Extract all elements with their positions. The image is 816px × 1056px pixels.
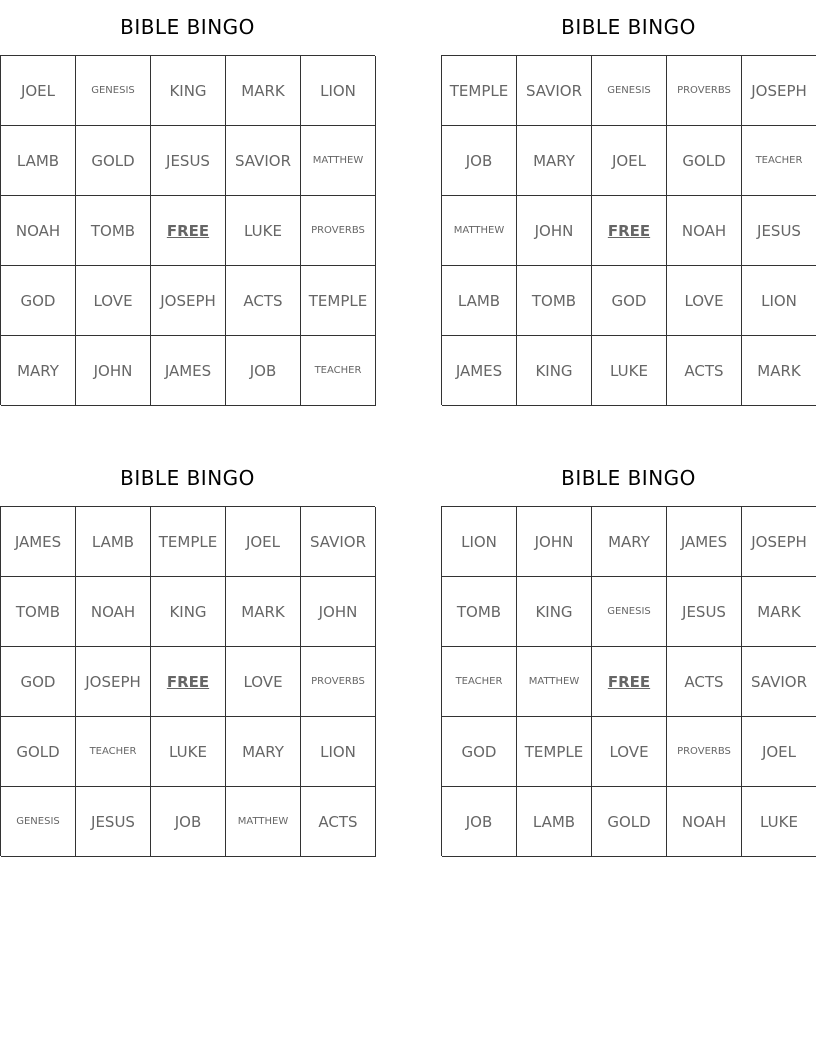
bingo-cell: KING	[151, 56, 226, 126]
bingo-cell: LAMB	[442, 266, 517, 336]
free-space-cell: FREE	[151, 647, 226, 717]
bingo-cell: ACTS	[301, 787, 376, 857]
bingo-cell: TOMB	[1, 577, 76, 647]
card-title: BIBLE BINGO	[120, 466, 255, 490]
bingo-cell: LUKE	[226, 196, 301, 266]
bingo-cell: LAMB	[517, 787, 592, 857]
bingo-cell: MARY	[226, 717, 301, 787]
bingo-cell: JAMES	[151, 336, 226, 406]
bingo-cell: JAMES	[667, 507, 742, 577]
bingo-cell: MARY	[517, 126, 592, 196]
bingo-cell: PROVERBS	[301, 196, 376, 266]
bingo-cell: PROVERBS	[301, 647, 376, 717]
bingo-cell: LOVE	[667, 266, 742, 336]
bingo-cell: MARY	[1, 336, 76, 406]
bingo-cell: MARY	[592, 507, 667, 577]
bingo-cell: GOLD	[667, 126, 742, 196]
bingo-cell: LION	[742, 266, 816, 336]
bingo-cell: LOVE	[76, 266, 151, 336]
bingo-cell: JESUS	[151, 126, 226, 196]
bingo-grid	[441, 55, 816, 405]
bingo-cell: TOMB	[76, 196, 151, 266]
bingo-cell: JOHN	[301, 577, 376, 647]
bingo-cell: TEACHER	[76, 717, 151, 787]
bingo-cell: GENESIS	[1, 787, 76, 857]
bingo-cell: JOEL	[226, 507, 301, 577]
bingo-cell: JESUS	[742, 196, 816, 266]
bingo-cell: JOSEPH	[76, 647, 151, 717]
bingo-cell: SAVIOR	[301, 507, 376, 577]
bingo-cell: TEMPLE	[151, 507, 226, 577]
bingo-cell: NOAH	[667, 196, 742, 266]
bingo-cell: JESUS	[76, 787, 151, 857]
bingo-cell: LUKE	[592, 336, 667, 406]
bingo-cell: JOB	[442, 126, 517, 196]
bingo-cell: GOLD	[592, 787, 667, 857]
card-title: BIBLE BINGO	[561, 466, 696, 490]
bingo-cell: TOMB	[442, 577, 517, 647]
free-space-cell: FREE	[592, 196, 667, 266]
bingo-cell: MARK	[226, 56, 301, 126]
bingo-cell: GOD	[1, 266, 76, 336]
bingo-cell: MATTHEW	[517, 647, 592, 717]
bingo-cell: JAMES	[442, 336, 517, 406]
bingo-cell: GOLD	[76, 126, 151, 196]
bingo-cell: NOAH	[667, 787, 742, 857]
bingo-cell: GENESIS	[592, 56, 667, 126]
bingo-cell: JESUS	[667, 577, 742, 647]
bingo-cell: JOHN	[76, 336, 151, 406]
card-title: BIBLE BINGO	[561, 15, 696, 39]
bingo-cell: GOD	[592, 266, 667, 336]
bingo-cell: TEACHER	[742, 126, 816, 196]
bingo-cell: KING	[517, 577, 592, 647]
bingo-cell: JAMES	[1, 507, 76, 577]
bingo-cell: LUKE	[151, 717, 226, 787]
bingo-cell: SAVIOR	[742, 647, 816, 717]
bingo-cell: KING	[151, 577, 226, 647]
bingo-cell: ACTS	[226, 266, 301, 336]
bingo-cell: PROVERBS	[667, 56, 742, 126]
bingo-cell: LAMB	[1, 126, 76, 196]
bingo-cell: LUKE	[742, 787, 816, 857]
bingo-cell: NOAH	[76, 577, 151, 647]
bingo-cell: TEMPLE	[301, 266, 376, 336]
bingo-cell: NOAH	[1, 196, 76, 266]
bingo-cell: JOB	[226, 336, 301, 406]
bingo-cell: PROVERBS	[667, 717, 742, 787]
bingo-cell: KING	[517, 336, 592, 406]
bingo-cell: SAVIOR	[226, 126, 301, 196]
bingo-grid	[441, 506, 816, 856]
bingo-cell: MARK	[742, 577, 816, 647]
card-title: BIBLE BINGO	[120, 15, 255, 39]
bingo-grid	[0, 55, 375, 405]
bingo-cell: GENESIS	[592, 577, 667, 647]
bingo-cell: MARK	[742, 336, 816, 406]
free-space-cell: FREE	[151, 196, 226, 266]
bingo-cell: JOEL	[592, 126, 667, 196]
bingo-cell: JOB	[442, 787, 517, 857]
bingo-cell: MATTHEW	[442, 196, 517, 266]
bingo-cell: MATTHEW	[301, 126, 376, 196]
bingo-cell: GOD	[1, 647, 76, 717]
bingo-cell: LOVE	[226, 647, 301, 717]
bingo-cell: MARK	[226, 577, 301, 647]
bingo-cell: GOLD	[1, 717, 76, 787]
bingo-cell: TEMPLE	[517, 717, 592, 787]
bingo-cell: LION	[301, 717, 376, 787]
bingo-cell: JOHN	[517, 507, 592, 577]
bingo-cell: JOSEPH	[151, 266, 226, 336]
bingo-cell: JOEL	[742, 717, 816, 787]
bingo-cell: ACTS	[667, 336, 742, 406]
bingo-cell: LION	[301, 56, 376, 126]
bingo-cell: TOMB	[517, 266, 592, 336]
bingo-cell: GENESIS	[76, 56, 151, 126]
bingo-cell: JOB	[151, 787, 226, 857]
bingo-cell: LOVE	[592, 717, 667, 787]
bingo-cell: JOEL	[1, 56, 76, 126]
bingo-cell: TEACHER	[301, 336, 376, 406]
free-space-cell: FREE	[592, 647, 667, 717]
bingo-cell: SAVIOR	[517, 56, 592, 126]
bingo-cell: GOD	[442, 717, 517, 787]
bingo-cell: ACTS	[667, 647, 742, 717]
bingo-cell: TEACHER	[442, 647, 517, 717]
bingo-cell: JOSEPH	[742, 56, 816, 126]
bingo-cell: TEMPLE	[442, 56, 517, 126]
bingo-cell: MATTHEW	[226, 787, 301, 857]
bingo-cell: LAMB	[76, 507, 151, 577]
bingo-cell: JOHN	[517, 196, 592, 266]
bingo-cell: JOSEPH	[742, 507, 816, 577]
bingo-cell: LION	[442, 507, 517, 577]
bingo-grid	[0, 506, 375, 856]
